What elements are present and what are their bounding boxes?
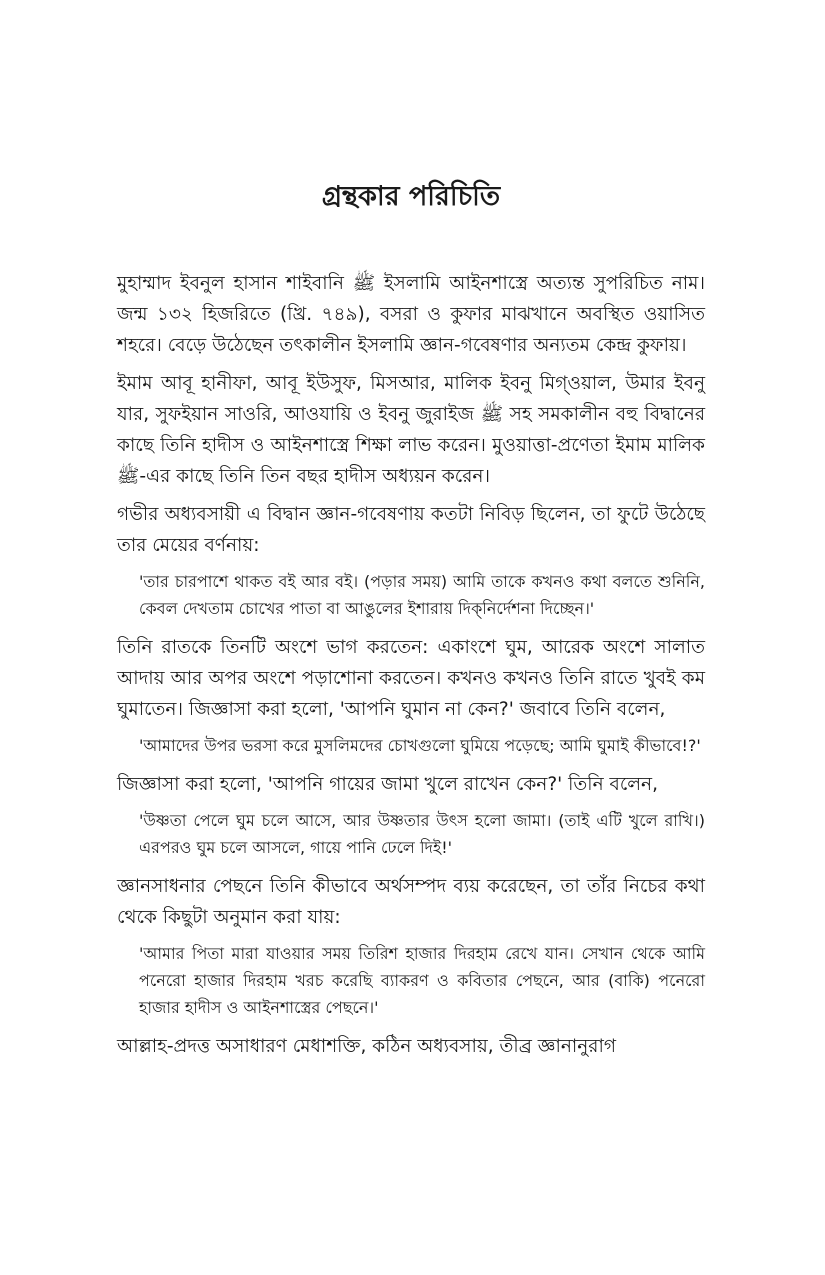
quote-daughter: 'তার চারপাশে থাকত বই আর বই। (পড়ার সময়) আমি তাকে কখনও কথা বলতে শুনিনি, কেবল দেখতাম চোখের পাতা বা আঙুলের ইশারায় দিক্‌নির্দেশনা দিচ্ছেন।'	[139, 572, 705, 618]
paragraph-shirt-question: জিজ্ঞাসা করা হলো, 'আপনি গায়ের জামা খুলে রাখেন কেন?' তিনি বলেন,	[117, 774, 658, 795]
quote-shirt-reply: 'উষ্ণতা পেলে ঘুম চলে আসে, আর উষ্ণতার উৎস হলো জামা। (তাই এটি খুলে রাখি।) এরপরও ঘুম চলে আসলে, গায়ে পানি ঢেলে দিই!'	[139, 811, 705, 857]
quote-inheritance: 'আমার পিতা মারা যাওয়ার সময় তিরিশ হাজার দিরহাম রেখে যান। সেখান থেকে আমি পনেরো হাজার দিরহাম খরচ করেছি ব্যাকরণ ও কবিতার পেছনে, আর (বাকি) পনেরো হাজার হাদীস ও আইনশাস্ত্রের পেছনে।'	[139, 944, 705, 1017]
paragraph-teachers: ইমাম আবূ হানীফা, আবূ ইউসুফ, মিসআর, মালিক ইবনু মিগ্‌ওয়াল, উমার ইবনু যার, সুফইয়ান সাওরি, আওযায়ি ও ইবনু জুরাইজ ﷺ সহ সমকালীন বহু বিদ্বানের কাছে তিনি হাদীস ও আইনশাস্ত্রে শিক্ষা লাভ করেন। মুওয়াত্তা-প্রণেতা ইমাম মালিক ﷺ-এর কাছে তিনি তিন বছর হাদীস অধ্যয়ন করেন।	[117, 373, 706, 487]
paragraph-closing: আল্লাহ-প্রদত্ত অসাধারণ মেধাশক্তি, কঠিন অধ্যবসায়, তীব্র জ্ঞানানুরাগ	[117, 1036, 616, 1057]
paragraph-wealth: জ্ঞানসাধনার পেছনে তিনি কীভাবে অর্থসম্পদ ব্যয় করেছেন, তা তাঁর নিচের কথা থেকে কিছুটা অনুমান করা যায়:	[117, 876, 705, 928]
paragraph-intro: মুহাম্মাদ ইবনুল হাসান শাইবানি ﷺ ইসলামি আইনশাস্ত্রে অত্যন্ত সুপরিচিত নাম। জন্ম ১৩২ হিজরিতে (খ্রি. ৭৪৯), বসরা ও কুফার মাঝখানে অবস্থিত ওয়াসিত শহরে। বেড়ে উঠেছেন তৎকালীন ইসলামি জ্ঞান-গবেষণার অন্যতম কেন্দ্র কুফায়।	[117, 273, 705, 356]
quote-sleep-reply: 'আমাদের উপর ভরসা করে মুসলিমদের চোখগুলো ঘুমিয়ে পড়েছে; আমি ঘুমাই কীভাবে!?'	[139, 736, 701, 755]
page-body	[117, 268, 705, 1069]
paragraph-daughter-account: গভীর অধ্যবসায়ী এ বিদ্বান জ্ঞান-গবেষণায় কতটা নিবিড় ছিলেন, তা ফুটে উঠেছে তার মেয়ের বর্ণনায়:	[117, 504, 705, 556]
paragraph-night-routine: তিনি রাতকে তিনটি অংশে ভাগ করতেন: একাংশে ঘুম, আরেক অংশে সালাত আদায় আর অপর অংশে পড়াশোনা করতেন। কখনও কখনও তিনি রাতে খুবই কম ঘুমাতেন। জিজ্ঞাসা করা হলো, 'আপনি ঘুমান না কেন?' জবাবে তিনি বলেন,	[117, 637, 705, 720]
page-title: গ্রন্থকার পরিচিতি	[321, 181, 501, 212]
